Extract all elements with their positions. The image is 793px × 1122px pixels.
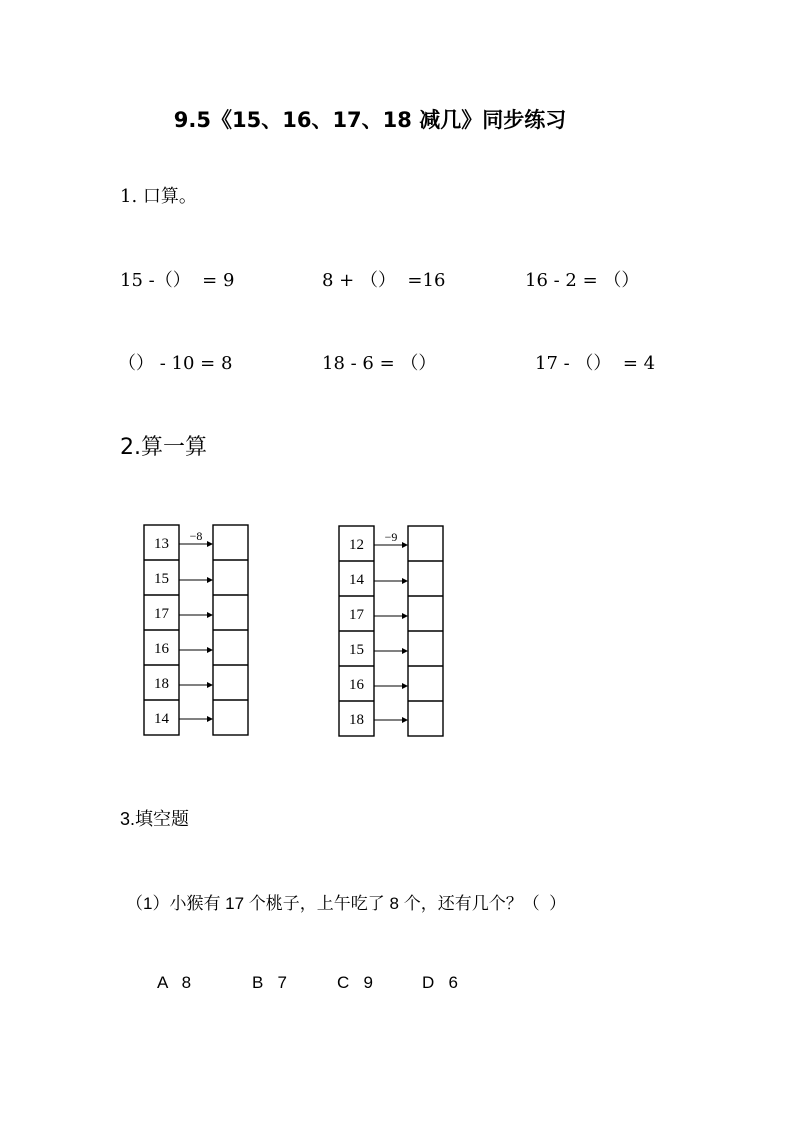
equation-1: 15 -（） = 9	[120, 270, 235, 291]
input-value: 17	[154, 606, 169, 622]
operator-label: −9	[384, 530, 398, 544]
question-1: （1）小猴有 17 个桃子，上午吃了 8 个，还有几个？（ ）	[126, 894, 567, 913]
input-value: 14	[154, 711, 169, 727]
option-d: D 6	[422, 973, 458, 992]
input-column	[339, 526, 374, 736]
operator-label: −8	[189, 529, 203, 543]
input-value: 14	[349, 572, 364, 588]
section-1-heading: 1. 口算。	[120, 186, 197, 207]
equation-3: 16 - 2 = （）	[525, 270, 640, 291]
input-column	[144, 525, 179, 735]
input-value: 17	[349, 607, 364, 623]
option-a: A 8	[157, 973, 192, 992]
input-value: 16	[154, 641, 169, 657]
option-c: C 9	[337, 973, 373, 992]
answer-column	[213, 525, 248, 735]
section-2-heading: 2.算一算	[120, 435, 207, 460]
subtract-diagram-1	[138, 520, 254, 742]
subtract-diagram-2	[333, 521, 449, 743]
input-value: 18	[349, 712, 364, 728]
equation-5: 18 - 6 = （）	[322, 353, 437, 374]
input-value: 15	[349, 642, 364, 658]
input-value: 12	[349, 537, 364, 553]
input-value: 16	[349, 677, 364, 693]
option-b: B 7	[252, 973, 287, 992]
input-value: 18	[154, 676, 169, 692]
equation-4: （） - 10 = 8	[118, 353, 233, 374]
equation-2: 8 + （） =16	[322, 270, 446, 291]
input-value: 13	[154, 536, 169, 552]
input-value: 15	[154, 571, 169, 587]
section-3-heading: 3.填空题	[120, 809, 190, 829]
answer-column	[408, 526, 443, 736]
equation-6: 17 - （） = 4	[535, 353, 656, 374]
page-title: 9.5《15、16、17、18 减几》同步练习	[173, 108, 567, 132]
